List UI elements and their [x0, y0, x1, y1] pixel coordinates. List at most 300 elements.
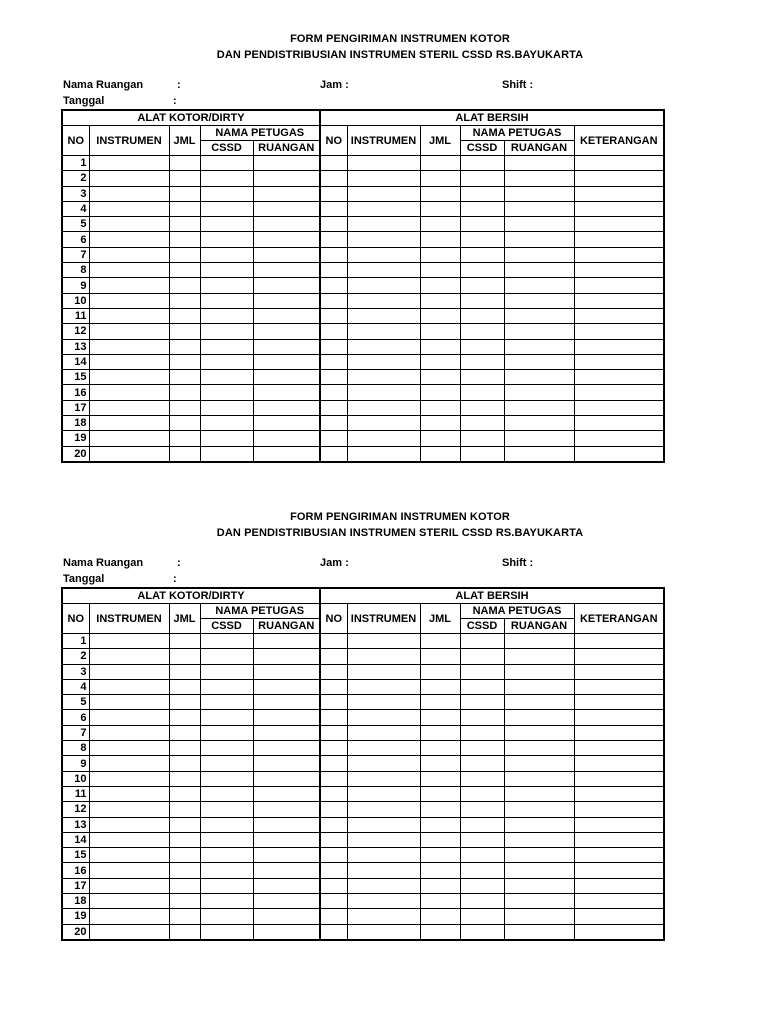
- table-cell[interactable]: [504, 308, 574, 323]
- table-cell[interactable]: [89, 217, 169, 232]
- table-cell[interactable]: [574, 324, 664, 339]
- table-cell[interactable]: [253, 863, 320, 878]
- table-cell[interactable]: [347, 786, 420, 801]
- table-cell[interactable]: [504, 232, 574, 247]
- table-cell[interactable]: [574, 308, 664, 323]
- table-cell[interactable]: [253, 679, 320, 694]
- table-cell[interactable]: [89, 446, 169, 462]
- table-cell[interactable]: [200, 446, 253, 462]
- table-cell[interactable]: [253, 756, 320, 771]
- table-cell[interactable]: [460, 201, 504, 216]
- table-cell[interactable]: [200, 695, 253, 710]
- table-cell[interactable]: [420, 725, 460, 740]
- table-cell[interactable]: [200, 832, 253, 847]
- table-cell[interactable]: [420, 232, 460, 247]
- table-cell[interactable]: [347, 634, 420, 649]
- table-cell[interactable]: [347, 725, 420, 740]
- table-cell[interactable]: [253, 878, 320, 893]
- table-cell[interactable]: [504, 756, 574, 771]
- table-cell[interactable]: [320, 878, 347, 893]
- table-cell[interactable]: [89, 263, 169, 278]
- table-cell[interactable]: [169, 354, 200, 369]
- table-cell[interactable]: [200, 848, 253, 863]
- table-cell[interactable]: [253, 171, 320, 186]
- table-cell[interactable]: [320, 232, 347, 247]
- table-cell[interactable]: [200, 924, 253, 940]
- table-cell[interactable]: [320, 431, 347, 446]
- table-cell[interactable]: [320, 756, 347, 771]
- table-cell[interactable]: [460, 848, 504, 863]
- table-cell[interactable]: [574, 817, 664, 832]
- table-cell[interactable]: [574, 664, 664, 679]
- table-cell[interactable]: [320, 725, 347, 740]
- table-cell[interactable]: [89, 848, 169, 863]
- table-cell[interactable]: [504, 217, 574, 232]
- table-cell[interactable]: [420, 308, 460, 323]
- table-cell[interactable]: [574, 634, 664, 649]
- table-cell[interactable]: [504, 786, 574, 801]
- table-cell[interactable]: [169, 649, 200, 664]
- table-cell[interactable]: [420, 771, 460, 786]
- table-cell[interactable]: [420, 832, 460, 847]
- table-cell[interactable]: [89, 156, 169, 171]
- table-cell[interactable]: [460, 863, 504, 878]
- table-cell[interactable]: [420, 894, 460, 909]
- table-cell[interactable]: [504, 695, 574, 710]
- table-cell[interactable]: [347, 741, 420, 756]
- table-cell[interactable]: [504, 431, 574, 446]
- table-cell[interactable]: [574, 786, 664, 801]
- table-cell[interactable]: [460, 339, 504, 354]
- table-cell[interactable]: [574, 924, 664, 940]
- table-cell[interactable]: [169, 232, 200, 247]
- table-cell[interactable]: [504, 400, 574, 415]
- table-cell[interactable]: [504, 370, 574, 385]
- table-cell[interactable]: [347, 679, 420, 694]
- table-cell[interactable]: [420, 909, 460, 924]
- table-cell[interactable]: [89, 370, 169, 385]
- table-cell[interactable]: [420, 924, 460, 940]
- table-cell[interactable]: [200, 400, 253, 415]
- table-cell[interactable]: [460, 909, 504, 924]
- table-cell[interactable]: [253, 741, 320, 756]
- table-cell[interactable]: [347, 649, 420, 664]
- table-cell[interactable]: [169, 679, 200, 694]
- table-cell[interactable]: [347, 171, 420, 186]
- table-cell[interactable]: [169, 725, 200, 740]
- table-cell[interactable]: [320, 741, 347, 756]
- table-cell[interactable]: [89, 293, 169, 308]
- table-cell[interactable]: [574, 156, 664, 171]
- table-cell[interactable]: [420, 186, 460, 201]
- table-cell[interactable]: [320, 863, 347, 878]
- table-cell[interactable]: [420, 649, 460, 664]
- table-cell[interactable]: [574, 802, 664, 817]
- table-cell[interactable]: [504, 156, 574, 171]
- table-cell[interactable]: [320, 817, 347, 832]
- table-cell[interactable]: [574, 710, 664, 725]
- table-cell[interactable]: [460, 400, 504, 415]
- table-cell[interactable]: [420, 802, 460, 817]
- table-cell[interactable]: [169, 741, 200, 756]
- table-cell[interactable]: [574, 217, 664, 232]
- table-cell[interactable]: [347, 863, 420, 878]
- table-cell[interactable]: [89, 894, 169, 909]
- table-cell[interactable]: [89, 400, 169, 415]
- table-cell[interactable]: [169, 431, 200, 446]
- table-cell[interactable]: [574, 894, 664, 909]
- table-cell[interactable]: [420, 679, 460, 694]
- table-cell[interactable]: [200, 217, 253, 232]
- table-cell[interactable]: [89, 756, 169, 771]
- table-cell[interactable]: [200, 679, 253, 694]
- table-cell[interactable]: [420, 446, 460, 462]
- table-cell[interactable]: [420, 247, 460, 262]
- table-cell[interactable]: [253, 802, 320, 817]
- table-cell[interactable]: [320, 909, 347, 924]
- table-cell[interactable]: [169, 416, 200, 431]
- table-cell[interactable]: [347, 832, 420, 847]
- table-cell[interactable]: [504, 725, 574, 740]
- table-cell[interactable]: [504, 817, 574, 832]
- table-cell[interactable]: [200, 416, 253, 431]
- table-cell[interactable]: [460, 817, 504, 832]
- table-cell[interactable]: [253, 247, 320, 262]
- table-cell[interactable]: [89, 385, 169, 400]
- table-cell[interactable]: [253, 710, 320, 725]
- table-cell[interactable]: [89, 416, 169, 431]
- table-cell[interactable]: [169, 278, 200, 293]
- table-cell[interactable]: [574, 278, 664, 293]
- table-cell[interactable]: [200, 710, 253, 725]
- table-cell[interactable]: [253, 354, 320, 369]
- table-cell[interactable]: [460, 894, 504, 909]
- table-cell[interactable]: [460, 278, 504, 293]
- table-cell[interactable]: [169, 201, 200, 216]
- table-cell[interactable]: [169, 263, 200, 278]
- table-cell[interactable]: [460, 786, 504, 801]
- table-cell[interactable]: [169, 863, 200, 878]
- table-cell[interactable]: [89, 308, 169, 323]
- table-cell[interactable]: [347, 848, 420, 863]
- table-cell[interactable]: [420, 863, 460, 878]
- table-cell[interactable]: [574, 679, 664, 694]
- table-cell[interactable]: [169, 894, 200, 909]
- table-cell[interactable]: [460, 878, 504, 893]
- table-cell[interactable]: [574, 400, 664, 415]
- table-cell[interactable]: [504, 339, 574, 354]
- table-cell[interactable]: [460, 324, 504, 339]
- table-cell[interactable]: [169, 695, 200, 710]
- table-cell[interactable]: [420, 339, 460, 354]
- table-cell[interactable]: [89, 909, 169, 924]
- table-cell[interactable]: [420, 817, 460, 832]
- table-cell[interactable]: [320, 695, 347, 710]
- table-cell[interactable]: [200, 247, 253, 262]
- table-cell[interactable]: [574, 339, 664, 354]
- table-cell[interactable]: [89, 339, 169, 354]
- table-cell[interactable]: [460, 695, 504, 710]
- table-cell[interactable]: [420, 201, 460, 216]
- table-cell[interactable]: [460, 186, 504, 201]
- table-cell[interactable]: [169, 909, 200, 924]
- table-cell[interactable]: [253, 156, 320, 171]
- table-cell[interactable]: [253, 186, 320, 201]
- table-cell[interactable]: [460, 308, 504, 323]
- table-cell[interactable]: [253, 817, 320, 832]
- table-cell[interactable]: [504, 863, 574, 878]
- table-cell[interactable]: [169, 878, 200, 893]
- table-cell[interactable]: [253, 695, 320, 710]
- table-cell[interactable]: [574, 186, 664, 201]
- table-cell[interactable]: [420, 370, 460, 385]
- table-cell[interactable]: [347, 217, 420, 232]
- table-cell[interactable]: [420, 634, 460, 649]
- table-cell[interactable]: [574, 878, 664, 893]
- table-cell[interactable]: [89, 354, 169, 369]
- table-cell[interactable]: [253, 894, 320, 909]
- table-cell[interactable]: [420, 741, 460, 756]
- table-cell[interactable]: [347, 710, 420, 725]
- table-cell[interactable]: [574, 725, 664, 740]
- table-cell[interactable]: [347, 695, 420, 710]
- table-cell[interactable]: [420, 278, 460, 293]
- table-cell[interactable]: [200, 756, 253, 771]
- table-cell[interactable]: [574, 741, 664, 756]
- table-cell[interactable]: [460, 924, 504, 940]
- table-cell[interactable]: [169, 339, 200, 354]
- table-cell[interactable]: [89, 247, 169, 262]
- table-cell[interactable]: [504, 416, 574, 431]
- table-cell[interactable]: [169, 247, 200, 262]
- table-cell[interactable]: [169, 924, 200, 940]
- table-cell[interactable]: [169, 817, 200, 832]
- table-cell[interactable]: [420, 400, 460, 415]
- table-cell[interactable]: [460, 649, 504, 664]
- table-cell[interactable]: [347, 802, 420, 817]
- table-cell[interactable]: [420, 848, 460, 863]
- table-cell[interactable]: [347, 385, 420, 400]
- table-cell[interactable]: [574, 431, 664, 446]
- table-cell[interactable]: [420, 324, 460, 339]
- table-cell[interactable]: [460, 370, 504, 385]
- table-cell[interactable]: [504, 263, 574, 278]
- table-cell[interactable]: [574, 848, 664, 863]
- table-cell[interactable]: [347, 156, 420, 171]
- table-cell[interactable]: [200, 263, 253, 278]
- table-cell[interactable]: [89, 186, 169, 201]
- table-cell[interactable]: [320, 786, 347, 801]
- table-cell[interactable]: [253, 308, 320, 323]
- table-cell[interactable]: [253, 832, 320, 847]
- table-cell[interactable]: [320, 802, 347, 817]
- table-cell[interactable]: [574, 201, 664, 216]
- table-cell[interactable]: [89, 863, 169, 878]
- table-cell[interactable]: [169, 634, 200, 649]
- table-cell[interactable]: [89, 695, 169, 710]
- table-cell[interactable]: [200, 354, 253, 369]
- table-cell[interactable]: [504, 324, 574, 339]
- table-cell[interactable]: [89, 679, 169, 694]
- table-cell[interactable]: [574, 293, 664, 308]
- table-cell[interactable]: [89, 232, 169, 247]
- table-cell[interactable]: [253, 217, 320, 232]
- table-cell[interactable]: [347, 293, 420, 308]
- table-cell[interactable]: [420, 786, 460, 801]
- table-cell[interactable]: [460, 431, 504, 446]
- table-cell[interactable]: [200, 186, 253, 201]
- table-cell[interactable]: [320, 649, 347, 664]
- table-cell[interactable]: [347, 370, 420, 385]
- table-cell[interactable]: [169, 832, 200, 847]
- table-cell[interactable]: [253, 370, 320, 385]
- table-cell[interactable]: [169, 802, 200, 817]
- table-cell[interactable]: [253, 324, 320, 339]
- table-cell[interactable]: [169, 771, 200, 786]
- table-cell[interactable]: [200, 878, 253, 893]
- table-cell[interactable]: [460, 679, 504, 694]
- table-cell[interactable]: [347, 232, 420, 247]
- table-cell[interactable]: [460, 756, 504, 771]
- table-cell[interactable]: [347, 771, 420, 786]
- table-cell[interactable]: [200, 802, 253, 817]
- table-cell[interactable]: [320, 293, 347, 308]
- table-cell[interactable]: [320, 186, 347, 201]
- table-cell[interactable]: [200, 909, 253, 924]
- table-cell[interactable]: [504, 909, 574, 924]
- table-cell[interactable]: [460, 217, 504, 232]
- table-cell[interactable]: [169, 370, 200, 385]
- table-cell[interactable]: [89, 771, 169, 786]
- table-cell[interactable]: [200, 649, 253, 664]
- table-cell[interactable]: [504, 278, 574, 293]
- table-cell[interactable]: [347, 247, 420, 262]
- table-cell[interactable]: [253, 232, 320, 247]
- table-cell[interactable]: [347, 924, 420, 940]
- table-cell[interactable]: [200, 156, 253, 171]
- table-cell[interactable]: [460, 354, 504, 369]
- table-cell[interactable]: [420, 385, 460, 400]
- table-cell[interactable]: [504, 924, 574, 940]
- table-cell[interactable]: [460, 293, 504, 308]
- table-cell[interactable]: [320, 278, 347, 293]
- table-cell[interactable]: [574, 232, 664, 247]
- table-cell[interactable]: [200, 431, 253, 446]
- table-cell[interactable]: [420, 354, 460, 369]
- table-cell[interactable]: [504, 201, 574, 216]
- table-cell[interactable]: [504, 385, 574, 400]
- table-cell[interactable]: [253, 263, 320, 278]
- table-cell[interactable]: [200, 293, 253, 308]
- table-cell[interactable]: [420, 416, 460, 431]
- table-cell[interactable]: [460, 634, 504, 649]
- table-cell[interactable]: [347, 186, 420, 201]
- table-cell[interactable]: [320, 848, 347, 863]
- table-cell[interactable]: [200, 725, 253, 740]
- table-cell[interactable]: [169, 756, 200, 771]
- table-cell[interactable]: [200, 863, 253, 878]
- table-cell[interactable]: [89, 802, 169, 817]
- table-cell[interactable]: [574, 863, 664, 878]
- table-cell[interactable]: [253, 664, 320, 679]
- table-cell[interactable]: [253, 909, 320, 924]
- table-cell[interactable]: [253, 725, 320, 740]
- table-cell[interactable]: [253, 786, 320, 801]
- table-cell[interactable]: [347, 909, 420, 924]
- table-cell[interactable]: [200, 324, 253, 339]
- table-cell[interactable]: [574, 263, 664, 278]
- table-cell[interactable]: [574, 370, 664, 385]
- table-cell[interactable]: [200, 385, 253, 400]
- table-cell[interactable]: [574, 385, 664, 400]
- table-cell[interactable]: [253, 278, 320, 293]
- table-cell[interactable]: [504, 771, 574, 786]
- table-cell[interactable]: [320, 771, 347, 786]
- table-cell[interactable]: [347, 431, 420, 446]
- table-cell[interactable]: [169, 293, 200, 308]
- table-cell[interactable]: [460, 446, 504, 462]
- table-cell[interactable]: [200, 664, 253, 679]
- table-cell[interactable]: [169, 385, 200, 400]
- table-cell[interactable]: [253, 771, 320, 786]
- table-cell[interactable]: [253, 848, 320, 863]
- table-cell[interactable]: [169, 664, 200, 679]
- table-cell[interactable]: [460, 263, 504, 278]
- table-cell[interactable]: [504, 832, 574, 847]
- table-cell[interactable]: [347, 278, 420, 293]
- table-cell[interactable]: [460, 247, 504, 262]
- table-cell[interactable]: [89, 649, 169, 664]
- table-cell[interactable]: [253, 416, 320, 431]
- table-cell[interactable]: [320, 385, 347, 400]
- table-cell[interactable]: [347, 201, 420, 216]
- table-cell[interactable]: [253, 649, 320, 664]
- table-cell[interactable]: [420, 756, 460, 771]
- table-cell[interactable]: [320, 217, 347, 232]
- table-cell[interactable]: [169, 156, 200, 171]
- table-cell[interactable]: [200, 171, 253, 186]
- table-cell[interactable]: [460, 741, 504, 756]
- table-cell[interactable]: [460, 156, 504, 171]
- table-cell[interactable]: [460, 771, 504, 786]
- table-cell[interactable]: [253, 293, 320, 308]
- table-cell[interactable]: [320, 201, 347, 216]
- table-cell[interactable]: [504, 894, 574, 909]
- table-cell[interactable]: [320, 354, 347, 369]
- table-cell[interactable]: [200, 201, 253, 216]
- table-cell[interactable]: [320, 339, 347, 354]
- table-cell[interactable]: [89, 725, 169, 740]
- table-cell[interactable]: [574, 756, 664, 771]
- table-cell[interactable]: [574, 354, 664, 369]
- table-cell[interactable]: [320, 400, 347, 415]
- table-cell[interactable]: [574, 909, 664, 924]
- table-cell[interactable]: [504, 710, 574, 725]
- table-cell[interactable]: [320, 308, 347, 323]
- table-cell[interactable]: [574, 771, 664, 786]
- table-cell[interactable]: [200, 786, 253, 801]
- table-cell[interactable]: [504, 878, 574, 893]
- table-cell[interactable]: [320, 324, 347, 339]
- table-cell[interactable]: [89, 201, 169, 216]
- table-cell[interactable]: [169, 848, 200, 863]
- table-cell[interactable]: [89, 878, 169, 893]
- table-cell[interactable]: [253, 431, 320, 446]
- table-cell[interactable]: [253, 400, 320, 415]
- table-cell[interactable]: [89, 741, 169, 756]
- table-cell[interactable]: [169, 308, 200, 323]
- table-cell[interactable]: [253, 385, 320, 400]
